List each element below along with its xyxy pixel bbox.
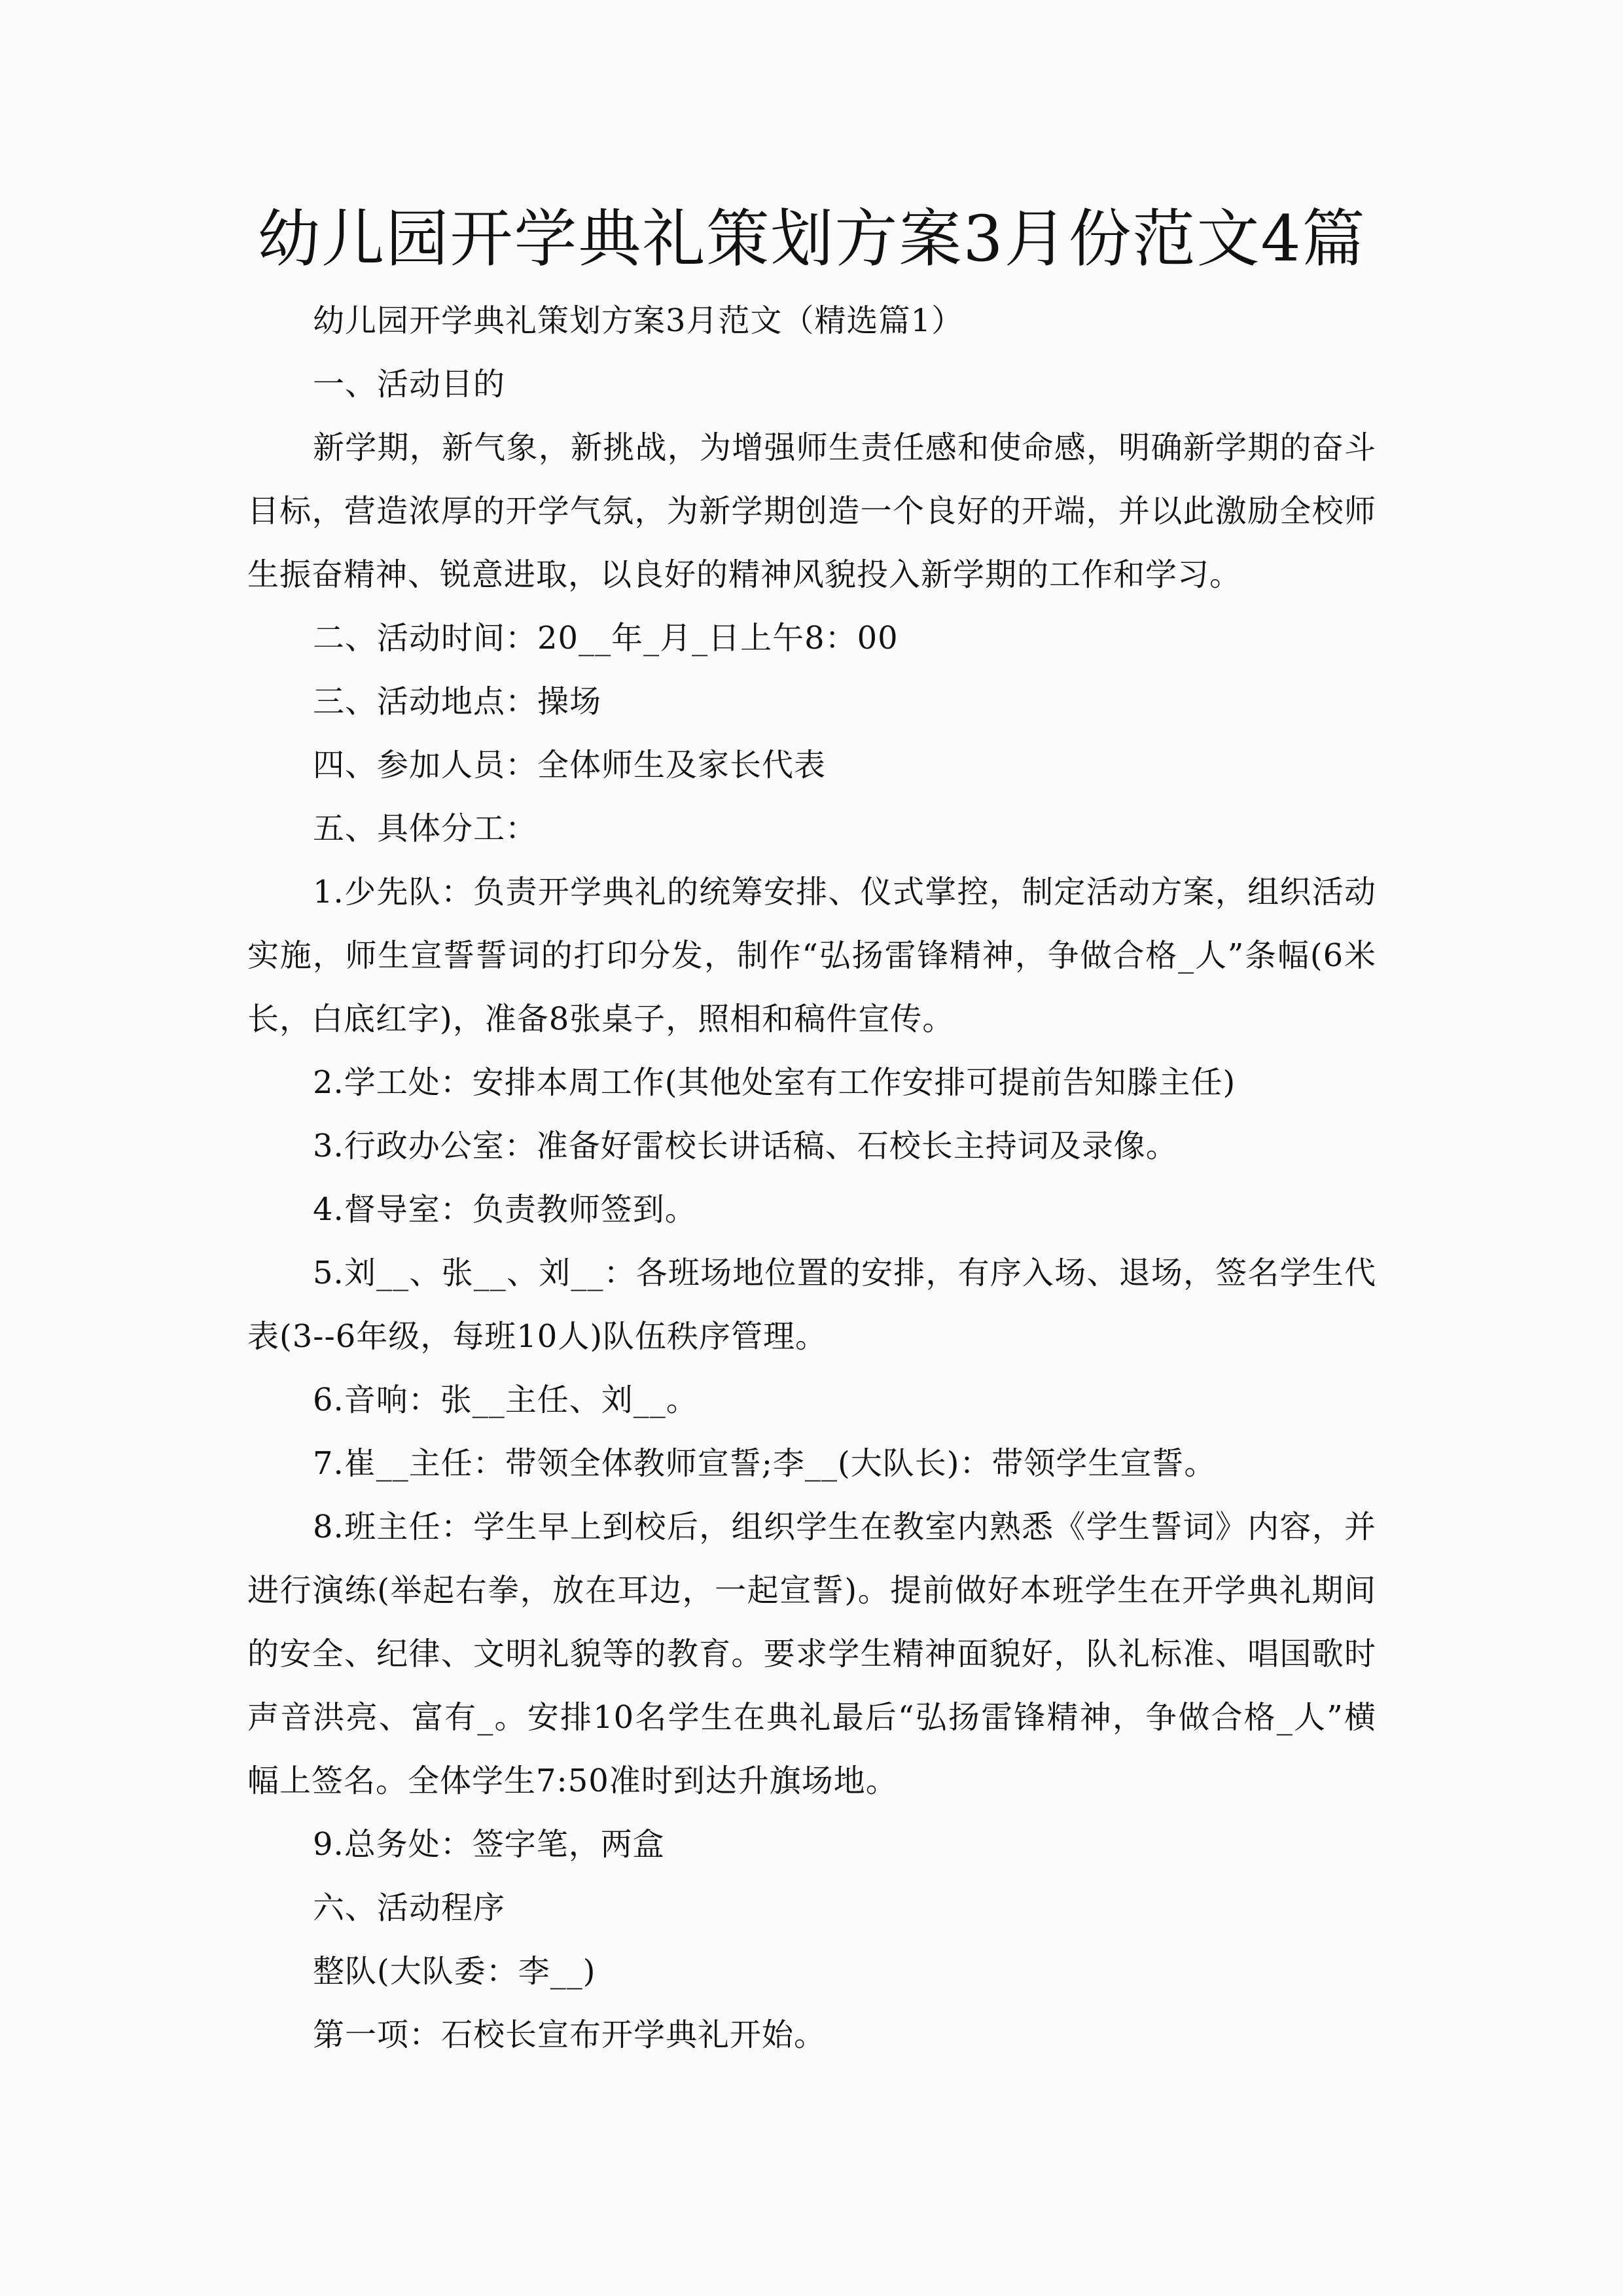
list-item-6: 6.音响：张__主任、刘__。: [313, 1382, 698, 1418]
procedure-item-1: 第一项：石校长宣布开学典礼开始。: [313, 2017, 827, 2053]
document-subtitle: 幼儿园开学典礼策划方案3月范文（精选篇1）: [313, 302, 964, 339]
list-item-3: 3.行政办公室：准备好雷校长讲话稿、石校长主持词及录像。: [313, 1128, 1178, 1164]
section-heading-purpose: 一、活动目的: [313, 366, 506, 403]
document-title: 幼儿园开学典礼策划方案3月份范文4篇: [257, 202, 1366, 276]
list-item-7: 7.崔__主任：带领全体教师宣誓;李__(大队长)：带领学生宣誓。: [313, 1445, 1217, 1482]
list-item-9: 9.总务处：签字笔，两盒: [313, 1826, 665, 1863]
list-item-4: 4.督导室：负责教师签到。: [313, 1191, 697, 1228]
section-heading-time: 二、活动时间：20__年_月_日上午8：00: [313, 620, 899, 656]
section-heading-procedure: 六、活动程序: [313, 1890, 506, 1926]
section-heading-location: 三、活动地点：操场: [313, 683, 602, 720]
list-item-8: 8.班主任：学生早上到校后，组织学生在教室内熟悉《学生誓词》内容，并进行演练(举起右拳，放在耳边，一起宣誓)。提前做好本班学生在开学典礼期间的安全、纪律、文明礼貌等的教育。要求学生精神面貌好，队礼标准、唱国歌时声音洪亮、富有_。安排10名学生在典礼最后“弘扬雷锋精神，争做合格_人”横幅上签名。全体学生7:50准时到达升旗场地。: [247, 1509, 1376, 1799]
list-item-5: 5.刘__、张__、刘__：各班场地位置的安排，有序入场、退场，签名学生代表(3--6年级，每班10人)队伍秩序管理。: [247, 1255, 1376, 1355]
paragraph-purpose: 新学期，新气象，新挑战，为增强师生责任感和使命感，明确新学期的奋斗目标，营造浓厚的开学气氛，为新学期创造一个良好的开端，并以此激励全校师生振奋精神、锐意进取，以良好的精神风貌投入新学期的工作和学习。: [247, 429, 1376, 593]
document-page: [247, 190, 1376, 2067]
section-heading-participants: 四、参加人员：全体师生及家长代表: [313, 747, 827, 783]
section-heading-division: 五、具体分工：: [313, 810, 538, 847]
procedure-line-assembly: 整队(大队委：李__): [313, 1953, 596, 1990]
list-item-1: 1.少先队：负责开学典礼的统筹安排、仪式掌控，制定活动方案，组织活动实施，师生宣誓誓词的打印分发，制作“弘扬雷锋精神，争做合格_人”条幅(6米长，白底红字)，准备8张桌子，照相和稿件宣传。: [247, 874, 1376, 1037]
list-item-2: 2.学工处：安排本周工作(其他处室有工作安排可提前告知滕主任): [313, 1064, 1236, 1101]
